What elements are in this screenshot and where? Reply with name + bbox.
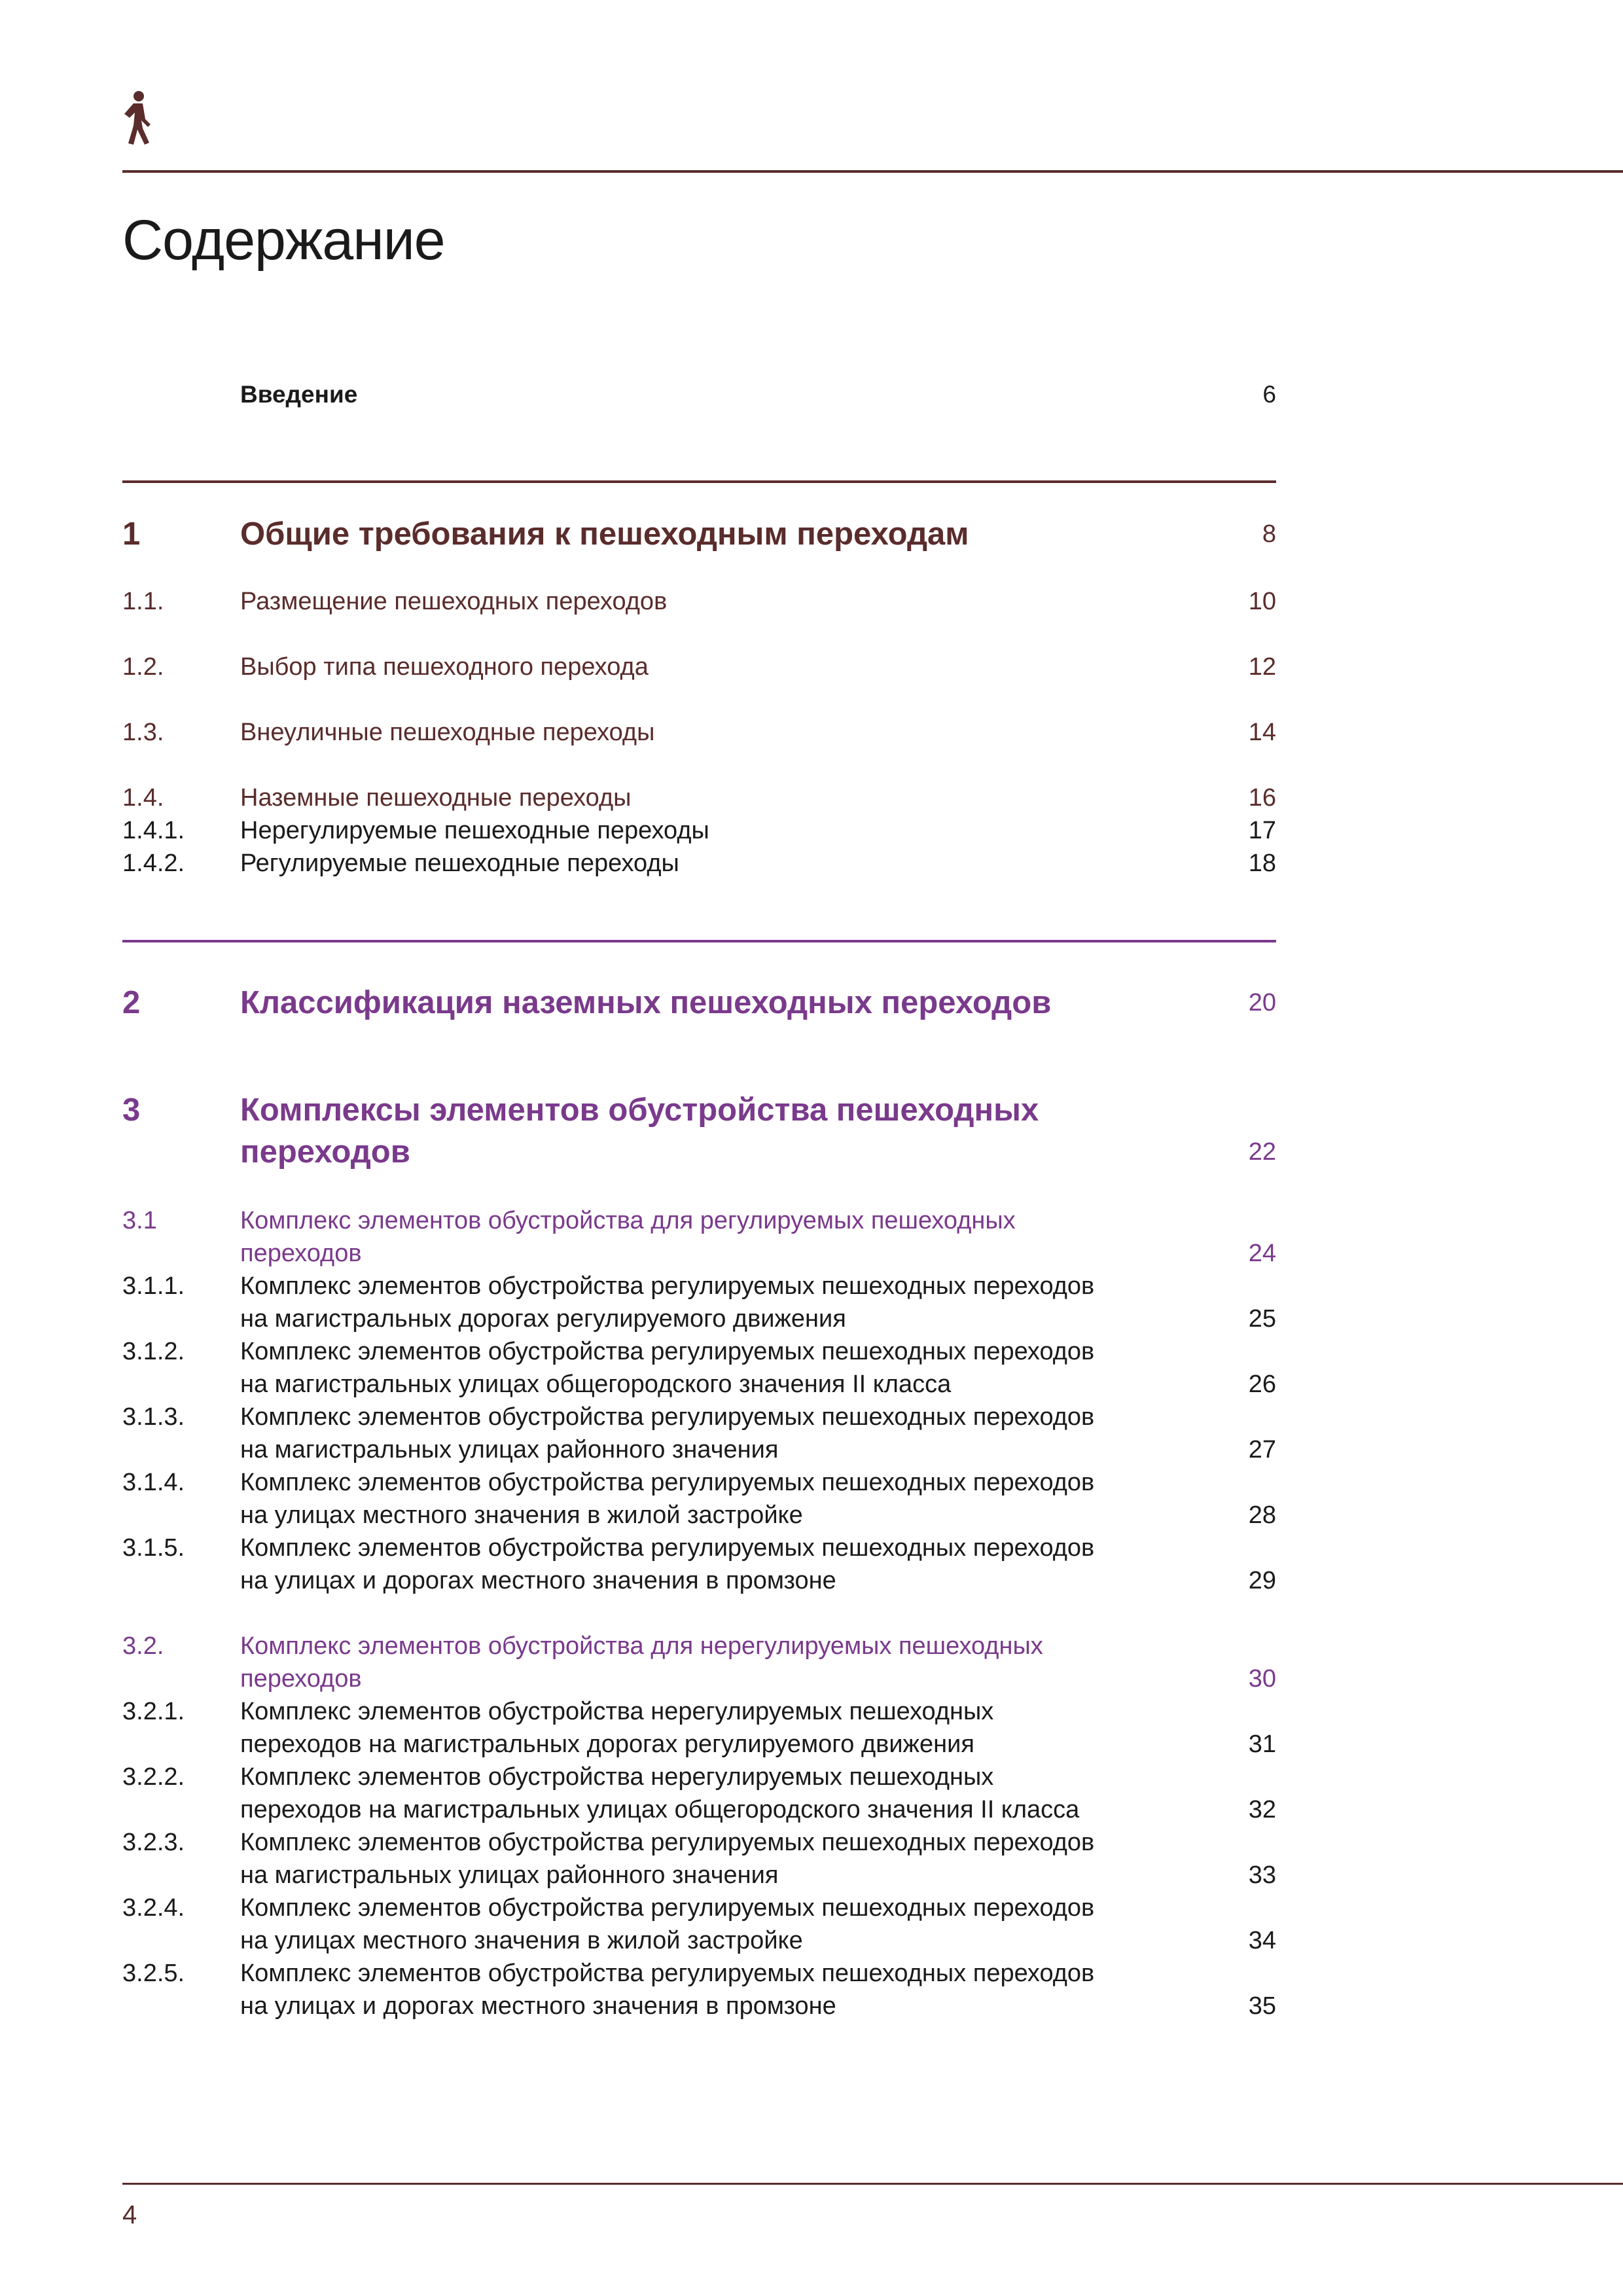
toc-title bbox=[240, 1335, 1094, 1401]
toc-title-line: на магистральных улицах районного значения bbox=[240, 1436, 779, 1463]
section-rule bbox=[122, 940, 1276, 942]
toc-number: 3.1.1. bbox=[122, 1272, 185, 1300]
toc-number: 3.1 bbox=[122, 1207, 157, 1234]
toc-title bbox=[240, 1204, 1016, 1270]
toc-title-line: на улицах местного значения в жилой застройке bbox=[240, 1927, 803, 1954]
toc-page: 27 bbox=[1248, 1436, 1276, 1463]
toc-number: 3.1.2. bbox=[122, 1338, 185, 1365]
toc-number: 1.1. bbox=[122, 588, 164, 615]
toc-page: 32 bbox=[1248, 1796, 1276, 1823]
toc-title-line: на улицах местного значения в жилой застройке bbox=[240, 1501, 803, 1529]
toc-number: 3.2.1. bbox=[122, 1698, 185, 1725]
toc-title-line: Комплекс элементов обустройства регулируемых пешеходных переходов bbox=[240, 1960, 1095, 1987]
toc-title: Нерегулируемые пешеходные переходы bbox=[240, 817, 709, 844]
toc-page: 12 bbox=[1248, 653, 1276, 681]
toc-page: 26 bbox=[1248, 1371, 1276, 1398]
toc-number: 3.1.3. bbox=[122, 1403, 185, 1431]
toc-title-line: на магистральных улицах общегородского значения II класса bbox=[240, 1371, 952, 1398]
toc-number: 1 bbox=[122, 516, 141, 552]
toc-title-line: Комплекс элементов обустройства регулируемых пешеходных переходов bbox=[240, 1272, 1095, 1300]
toc-title-line: переходов на магистральных дорогах регулируемого движения bbox=[240, 1731, 974, 1758]
toc-title-line: Комплекс элементов обустройства нерегулируемых пешеходных bbox=[240, 1763, 994, 1791]
toc-title: Регулируемые пешеходные переходы bbox=[240, 850, 679, 877]
toc-page: 20 bbox=[1248, 989, 1276, 1016]
page-number: 4 bbox=[122, 2200, 137, 2229]
toc-page: 24 bbox=[1248, 1240, 1276, 1267]
toc-title bbox=[240, 1270, 1094, 1335]
footer-rule bbox=[122, 2183, 1623, 2185]
toc-title-line: Комплекс элементов обустройства регулируемых пешеходных переходов bbox=[240, 1403, 1095, 1431]
toc-number: 2 bbox=[122, 985, 141, 1020]
toc-page: 16 bbox=[1248, 784, 1276, 812]
toc-title bbox=[240, 1089, 1039, 1173]
toc-page: 35 bbox=[1248, 1992, 1276, 2020]
toc-title: Внеуличные пешеходные переходы bbox=[240, 719, 655, 746]
page-title: Содержание bbox=[122, 209, 445, 272]
toc-title-line: на улицах и дорогах местного значения в промзоне bbox=[240, 1567, 836, 1594]
toc-page: 8 bbox=[1262, 520, 1276, 548]
toc-page: 22 bbox=[1248, 1138, 1276, 1166]
toc-title bbox=[240, 1401, 1094, 1466]
toc-title: Выбор типа пешеходного перехода bbox=[240, 653, 649, 681]
toc-title: Общие требования к пешеходным переходам bbox=[240, 516, 969, 552]
toc-number: 3.2.4. bbox=[122, 1894, 185, 1922]
toc-title bbox=[240, 1630, 1043, 1695]
toc-number: 1.2. bbox=[122, 653, 164, 681]
toc-title-line: Комплекс элементов обустройства регулируемых пешеходных переходов bbox=[240, 1534, 1095, 1562]
toc-number: 3.2.5. bbox=[122, 1960, 185, 1987]
toc-title: Наземные пешеходные переходы bbox=[240, 784, 632, 812]
toc-number: 1.3. bbox=[122, 719, 164, 746]
toc-page: 18 bbox=[1248, 850, 1276, 877]
toc-page: 34 bbox=[1248, 1927, 1276, 1954]
toc-title bbox=[240, 1466, 1094, 1532]
toc-number: 3.1.5. bbox=[122, 1534, 185, 1562]
toc-title-line: переходов на магистральных улицах общегородского значения II класса bbox=[240, 1796, 1080, 1823]
toc-page: 25 bbox=[1248, 1305, 1276, 1333]
toc-title-line: Комплекс элементов обустройства регулируемых пешеходных переходов bbox=[240, 1338, 1095, 1365]
toc-page: 6 bbox=[1262, 381, 1276, 408]
toc-page: 14 bbox=[1248, 719, 1276, 746]
toc-title bbox=[240, 1892, 1094, 1957]
toc-number: 1.4. bbox=[122, 784, 164, 812]
toc-title-line: на магистральных дорогах регулируемого движения bbox=[240, 1305, 846, 1333]
toc-number: 1.4.1. bbox=[122, 817, 185, 844]
toc-page: 17 bbox=[1248, 817, 1276, 844]
toc-page: 28 bbox=[1248, 1501, 1276, 1529]
toc-title-line: переходов bbox=[240, 1134, 410, 1170]
toc-number: 3.1.4. bbox=[122, 1469, 185, 1496]
toc-title-line: переходов bbox=[240, 1240, 362, 1267]
toc-title-line: на улицах и дорогах местного значения в промзоне bbox=[240, 1992, 836, 2020]
toc-title-line: Комплекс элементов обустройства для регулируемых пешеходных bbox=[240, 1207, 1016, 1234]
section-rule bbox=[122, 480, 1276, 483]
toc-number: 3 bbox=[122, 1092, 141, 1128]
toc-title-line: Комплекс элементов обустройства нерегулируемых пешеходных bbox=[240, 1698, 994, 1725]
toc-title-line: Комплекс элементов обустройства регулируемых пешеходных переходов bbox=[240, 1829, 1095, 1856]
toc-title bbox=[240, 1532, 1094, 1597]
toc-page: 33 bbox=[1248, 1861, 1276, 1889]
toc-number: 3.2.2. bbox=[122, 1763, 185, 1791]
toc-title-line: Комплекс элементов обустройства регулируемых пешеходных переходов bbox=[240, 1469, 1095, 1496]
toc-page: 30 bbox=[1248, 1665, 1276, 1693]
toc-number: 3.2.3. bbox=[122, 1829, 185, 1856]
toc-page: 29 bbox=[1248, 1567, 1276, 1594]
toc-number: 1.4.2. bbox=[122, 850, 185, 877]
toc-title bbox=[240, 1695, 993, 1761]
toc-title bbox=[240, 1761, 1079, 1826]
toc-title-line: Комплексы элементов обустройства пешеходных bbox=[240, 1092, 1039, 1128]
toc-title: Классификация наземных пешеходных переходов bbox=[240, 985, 1052, 1020]
toc-page: 31 bbox=[1248, 1731, 1276, 1758]
toc-title: Размещение пешеходных переходов bbox=[240, 588, 668, 615]
toc-title bbox=[240, 1957, 1094, 2022]
toc-number: 3.2. bbox=[122, 1632, 164, 1660]
pedestrian-icon bbox=[119, 90, 156, 145]
toc-page: 10 bbox=[1248, 588, 1276, 615]
header-rule bbox=[122, 170, 1623, 173]
toc-title: Введение bbox=[240, 381, 358, 408]
toc-title-line: Комплекс элементов обустройства для нерегулируемых пешеходных bbox=[240, 1632, 1043, 1660]
toc-title-line: Комплекс элементов обустройства регулируемых пешеходных переходов bbox=[240, 1894, 1095, 1922]
toc-title bbox=[240, 1826, 1094, 1892]
toc-title-line: на магистральных улицах районного значения bbox=[240, 1861, 779, 1889]
toc-title-line: переходов bbox=[240, 1665, 362, 1693]
